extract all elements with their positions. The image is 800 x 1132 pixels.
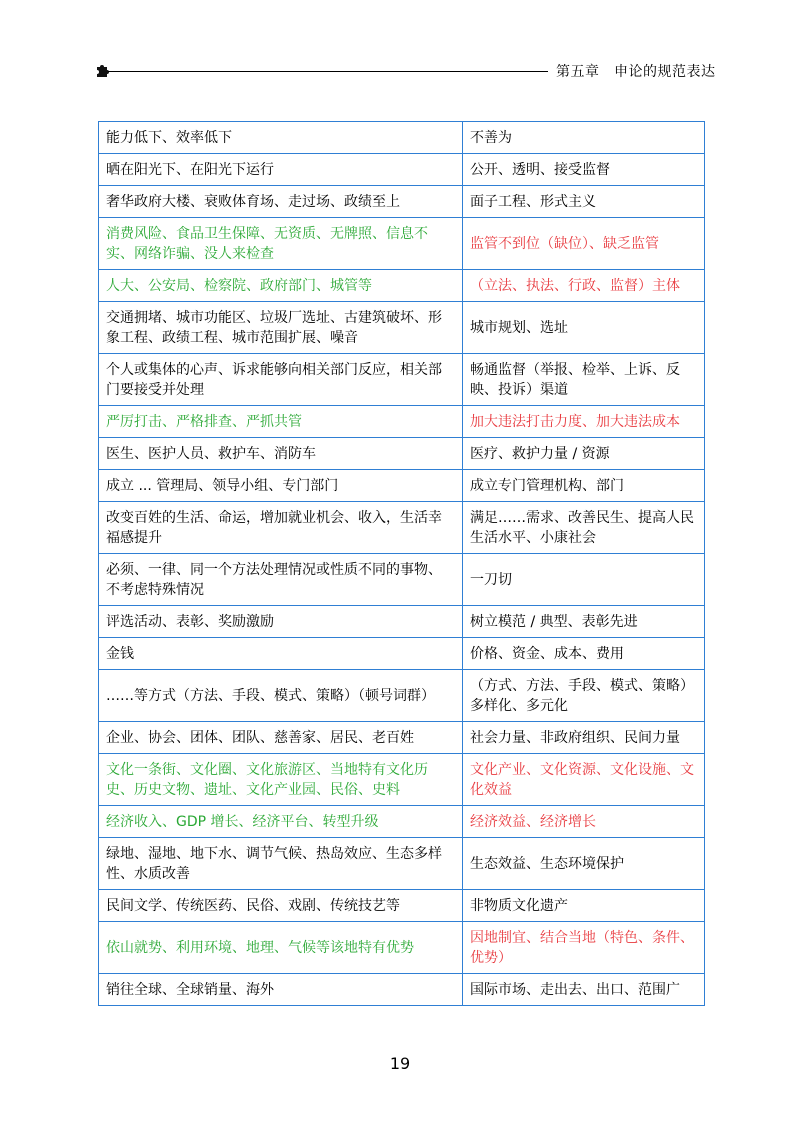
source-phrase-cell: 依山就势、利用环境、地理、气候等该地特有优势 xyxy=(99,922,463,974)
normative-expression-cell: 成立专门管理机构、部门 xyxy=(463,470,705,502)
table-row xyxy=(99,470,705,502)
normative-expression-cell: 价格、资金、成本、费用 xyxy=(463,638,705,670)
source-phrase-cell: 必须、一律、同一个方法处理情况或性质不同的事物、不考虑特殊情况 xyxy=(99,554,463,606)
source-phrase-cell: 交通拥堵、城市功能区、垃圾厂选址、古建筑破坏、形象工程、政绩工程、城市范围扩展、噪音 xyxy=(99,302,463,354)
source-phrase-cell: 文化一条街、文化圈、文化旅游区、当地特有文化历史、历史文物、遗址、文化产业园、民俗、史料 xyxy=(99,754,463,806)
table-row xyxy=(99,406,705,438)
source-phrase-cell: 评选活动、表彰、奖励激励 xyxy=(99,606,463,638)
source-phrase-cell: 个人或集体的心声、诉求能够向相关部门反应，相关部门要接受并处理 xyxy=(99,354,463,406)
normative-expression-cell: （立法、执法、行政、监督）主体 xyxy=(463,270,705,302)
normative-expression-cell: 国际市场、走出去、出口、范围广 xyxy=(463,974,705,1006)
normative-expression-cell: 不善为 xyxy=(463,122,705,154)
table-row xyxy=(99,722,705,754)
source-phrase-cell: 人大、公安局、检察院、政府部门、城管等 xyxy=(99,270,463,302)
source-phrase-cell: 销往全球、全球销量、海外 xyxy=(99,974,463,1006)
normative-expression-cell: 公开、透明、接受监督 xyxy=(463,154,705,186)
normative-expression-cell: 一刀切 xyxy=(463,554,705,606)
source-phrase-cell: 成立 ... 管理局、领导小组、专门部门 xyxy=(99,470,463,502)
source-phrase-cell: 经济收入、GDP 增长、经济平台、转型升级 xyxy=(99,806,463,838)
source-phrase-cell: 消费风险、食品卫生保障、无资质、无牌照、信息不实、网络诈骗、没人来检查 xyxy=(99,218,463,270)
source-phrase-cell: 民间文学、传统医药、民俗、戏剧、传统技艺等 xyxy=(99,890,463,922)
normative-expression-cell: 医疗、救护力量 / 资源 xyxy=(463,438,705,470)
table-row xyxy=(99,638,705,670)
normative-expression-cell: 文化产业、文化资源、文化设施、文化效益 xyxy=(463,754,705,806)
table-row xyxy=(99,974,705,1006)
table-row xyxy=(99,438,705,470)
table-row xyxy=(99,302,705,354)
normative-expression-cell: 因地制宜、结合当地（特色、条件、优势） xyxy=(463,922,705,974)
page-number: 19 xyxy=(389,1054,411,1073)
table-row xyxy=(99,806,705,838)
normative-expression-cell: （方式、方法、手段、模式、策略）多样化、多元化 xyxy=(463,670,705,722)
table-row xyxy=(99,186,705,218)
source-phrase-cell: 能力低下、效率低下 xyxy=(99,122,463,154)
source-phrase-cell: 医生、医护人员、救护车、消防车 xyxy=(99,438,463,470)
table-row xyxy=(99,754,705,806)
header-rule xyxy=(108,71,548,72)
table-row xyxy=(99,554,705,606)
source-phrase-cell: 金钱 xyxy=(99,638,463,670)
table-row xyxy=(99,838,705,890)
normative-expression-cell: 经济效益、经济增长 xyxy=(463,806,705,838)
normative-expression-cell: 畅通监督（举报、检举、上诉、反映、投诉）渠道 xyxy=(463,354,705,406)
source-phrase-cell: 绿地、湿地、地下水、调节气候、热岛效应、生态多样性、水质改善 xyxy=(99,838,463,890)
normative-expression-cell: 面子工程、形式主义 xyxy=(463,186,705,218)
source-phrase-cell: ……等方式（方法、手段、模式、策略）（顿号词群） xyxy=(99,670,463,722)
source-phrase-cell: 奢华政府大楼、衰败体育场、走过场、政绩至上 xyxy=(99,186,463,218)
table-row xyxy=(99,922,705,974)
normative-expression-cell: 非物质文化遗产 xyxy=(463,890,705,922)
terms-table xyxy=(98,121,705,1006)
normative-expression-cell: 城市规划、选址 xyxy=(463,302,705,354)
normative-expression-cell: 社会力量、非政府组织、民间力量 xyxy=(463,722,705,754)
table-row xyxy=(99,354,705,406)
table-row xyxy=(99,270,705,302)
table-row xyxy=(99,122,705,154)
table-row xyxy=(99,670,705,722)
chapter-title: 第五章 申论的规范表达 xyxy=(556,64,716,80)
source-phrase-cell: 严厉打击、严格排查、严抓共管 xyxy=(99,406,463,438)
table-row xyxy=(99,218,705,270)
normative-expression-cell: 生态效益、生态环境保护 xyxy=(463,838,705,890)
normative-expression-cell: 满足……需求、改善民生、提高人民生活水平、小康社会 xyxy=(463,502,705,554)
source-phrase-cell: 企业、协会、团体、团队、慈善家、居民、老百姓 xyxy=(99,722,463,754)
table-row xyxy=(99,154,705,186)
normative-expression-cell: 监管不到位（缺位）、缺乏监管 xyxy=(463,218,705,270)
source-phrase-cell: 晒在阳光下、在阳光下运行 xyxy=(99,154,463,186)
normative-expression-cell: 加大违法打击力度、加大违法成本 xyxy=(463,406,705,438)
source-phrase-cell: 改变百姓的生活、命运，增加就业机会、收入，生活幸福感提升 xyxy=(99,502,463,554)
table-row xyxy=(99,890,705,922)
table-row xyxy=(99,502,705,554)
normative-expression-cell: 树立模范 / 典型、表彰先进 xyxy=(463,606,705,638)
table-row xyxy=(99,606,705,638)
